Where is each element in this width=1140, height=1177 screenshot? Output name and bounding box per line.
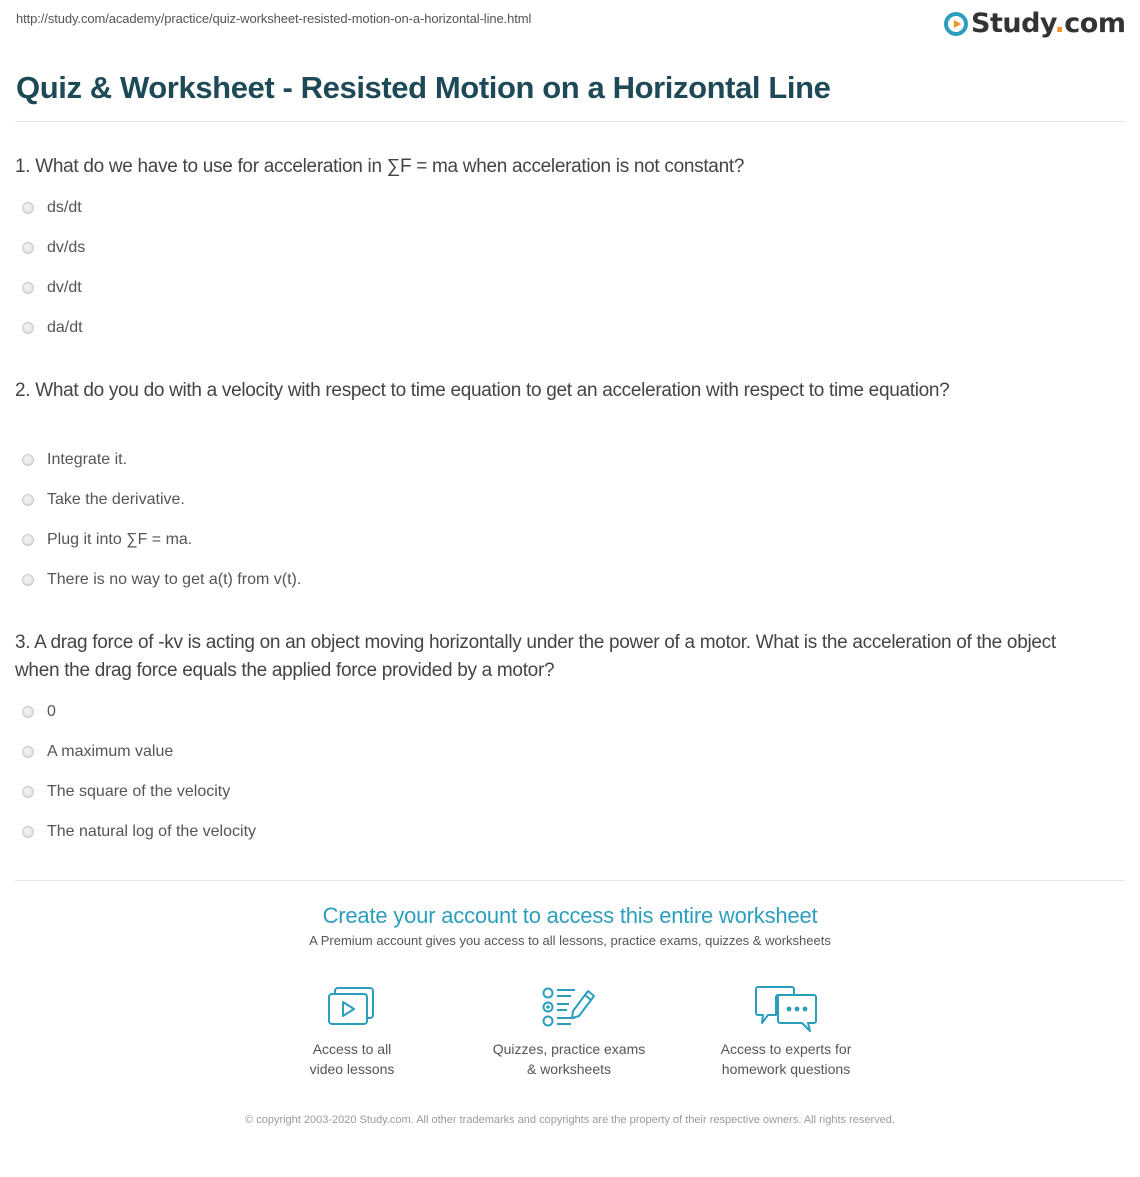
question-1-options: [22, 188, 85, 348]
radio-button[interactable]: [22, 534, 34, 546]
radio-button[interactable]: [22, 826, 34, 838]
chat-bubbles-icon: [754, 985, 818, 1035]
logo-text: Study: [971, 8, 1055, 39]
answer-option[interactable]: [22, 308, 85, 348]
feature-line-2: video lessons: [309, 1061, 395, 1077]
answer-option[interactable]: [22, 188, 85, 228]
radio-button[interactable]: [22, 494, 34, 506]
quiz-checklist-icon: [541, 985, 597, 1029]
question-2-options: [22, 440, 301, 600]
title-divider: [15, 121, 1125, 122]
answer-option[interactable]: [22, 480, 301, 520]
answer-option[interactable]: [22, 228, 85, 268]
feature-experts: [686, 985, 886, 1079]
page-title: Quiz & Worksheet - Resisted Motion on a Horizontal Line: [16, 70, 831, 105]
feature-line-2: homework questions: [721, 1061, 851, 1077]
option-label: The natural log of the velocity: [47, 823, 257, 840]
answer-option[interactable]: [22, 560, 301, 600]
option-label: Integrate it.: [47, 451, 128, 468]
option-label: dv/dt: [47, 279, 82, 296]
question-2: 2. What do you do with a velocity with respect to time equation to get an acceleration with respect to time equation?: [15, 380, 950, 401]
answer-option[interactable]: [22, 692, 256, 732]
logo-suffix: com: [1064, 8, 1126, 39]
option-label: Plug it into ∑F = ma.: [47, 531, 193, 548]
feature-line-2: & worksheets: [526, 1061, 612, 1077]
option-label: dv/ds: [47, 239, 86, 256]
answer-option[interactable]: [22, 268, 85, 308]
radio-button[interactable]: [22, 786, 34, 798]
radio-button[interactable]: [22, 322, 34, 334]
option-label: The square of the velocity: [47, 783, 231, 800]
feature-line-1: Access to all: [312, 1041, 392, 1057]
premium-description: A Premium account gives you access to all lessons, practice exams, quizzes & worksheets: [309, 933, 831, 948]
question-1: 1. What do we have to use for acceleration in ∑F = ma when acceleration is not constant?: [15, 156, 745, 177]
feature-line-1: Quizzes, practice exams: [492, 1041, 646, 1057]
option-label: Take the derivative.: [47, 491, 185, 508]
option-label: ds/dt: [47, 199, 82, 216]
radio-button[interactable]: [22, 282, 34, 294]
create-account-link[interactable]: Create your account to access this entire worksheet: [322, 903, 818, 928]
option-label: da/dt: [47, 319, 83, 336]
page-url: http://study.com/academy/practice/quiz-worksheet-resisted-motion-on-a-horizontal-line.html: [16, 11, 532, 26]
feature-video-lessons: [252, 985, 452, 1079]
radio-button[interactable]: [22, 746, 34, 758]
radio-button[interactable]: [22, 242, 34, 254]
option-label: A maximum value: [47, 743, 174, 760]
radio-button[interactable]: [22, 706, 34, 718]
option-label: There is no way to get a(t) from v(t).: [47, 571, 302, 588]
answer-option[interactable]: [22, 732, 256, 772]
logo-dot: .: [1054, 8, 1065, 39]
feature-line-1: Access to experts for: [720, 1041, 852, 1057]
answer-option[interactable]: [22, 520, 301, 560]
option-label: 0: [47, 703, 56, 720]
play-logo-icon: [944, 12, 968, 36]
radio-button[interactable]: [22, 574, 34, 586]
answer-option[interactable]: [22, 772, 256, 812]
feature-quizzes: [469, 985, 669, 1079]
radio-button[interactable]: [22, 202, 34, 214]
study-logo[interactable]: [944, 8, 1126, 39]
radio-button[interactable]: [22, 454, 34, 466]
video-lessons-icon: [326, 985, 378, 1029]
copyright-notice: © copyright 2003-2020 Study.com. All other trademarks and copyrights are the property of their respective owners. All rights reserved.: [245, 1114, 895, 1126]
question-3: 3. A drag force of -kv is acting on an object moving horizontally under the power of a motor. What is the acceleration of the object when the drag force equals the applied force provided by a motor?: [15, 632, 1056, 681]
answer-option[interactable]: [22, 812, 256, 852]
section-divider: [15, 880, 1125, 881]
answer-option[interactable]: [22, 440, 301, 480]
question-3-options: [22, 692, 256, 852]
